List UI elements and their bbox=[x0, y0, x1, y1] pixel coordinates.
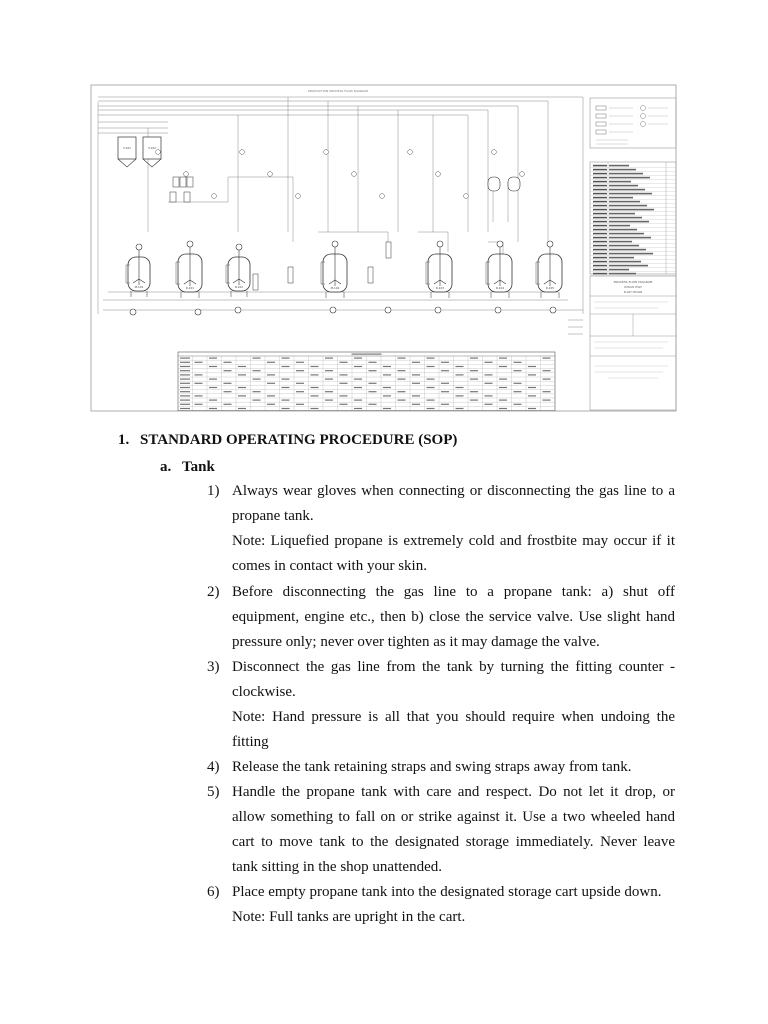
sop-item-note: Note: Full tanks are upright in the cart. bbox=[232, 909, 466, 925]
sop-item bbox=[207, 580, 675, 655]
svg-text:M-101: M-101 bbox=[134, 285, 144, 289]
diagram-header: PRODUCTION PROCESS FLOW DIAGRAM bbox=[308, 89, 368, 93]
sop-item-line: clockwise. bbox=[232, 684, 296, 700]
sop-item-note: Note: Liquefied propane is extremely cold and frostbite may occur if it bbox=[232, 533, 675, 549]
section-number: 1. bbox=[118, 432, 130, 448]
svg-text:R-103: R-103 bbox=[435, 286, 445, 290]
sop-item-number: 1) bbox=[207, 483, 220, 499]
title-block-line: PLANT DESIGN bbox=[623, 291, 643, 294]
sop-item-line: allow something to fall on or strike against it. Use a two wheeled hand bbox=[232, 809, 675, 825]
title-block-line: PROCESS FLOW DIAGRAM bbox=[613, 280, 653, 284]
sop-item-line: equipment, engine etc., then b) close the service valve. Use slight hand bbox=[232, 609, 675, 625]
svg-text:M-102: M-102 bbox=[330, 286, 340, 290]
sop-item-line: Handle the propane tank with care and respect. Do not let it drop, or bbox=[232, 784, 675, 800]
sop-item bbox=[207, 479, 675, 579]
sop-item-line: Release the tank retaining straps and swing straps away from tank. bbox=[232, 759, 632, 775]
sop-item-line: Always wear gloves when connecting or disconnecting the gas line to a bbox=[232, 483, 675, 499]
sop-item bbox=[207, 655, 675, 755]
title-block-line: DESIGN TEAM bbox=[624, 286, 642, 289]
sop-item-number: 4) bbox=[207, 759, 220, 775]
svg-text:T-101: T-101 bbox=[123, 146, 131, 150]
section-title: STANDARD OPERATING PROCEDURE (SOP) bbox=[140, 432, 458, 448]
svg-text:R-101: R-101 bbox=[185, 286, 195, 290]
sop-item bbox=[207, 755, 675, 780]
sop-item bbox=[207, 880, 675, 930]
sop-item-line: Place empty propane tank into the designated storage cart upside down. bbox=[232, 884, 662, 900]
sop-item-number: 3) bbox=[207, 659, 220, 675]
svg-text:R-105: R-105 bbox=[545, 286, 555, 290]
process-flow-diagram-svg bbox=[88, 82, 680, 414]
sop-item-line: Before disconnecting the gas line to a propane tank: a) shut off bbox=[232, 584, 675, 600]
sop-item-note: Note: Hand pressure is all that you should require when undoing the bbox=[232, 709, 675, 725]
subsection-title: Tank bbox=[182, 459, 215, 475]
sop-item-line: tank sitting in the shop unattended. bbox=[232, 859, 442, 875]
sop-item bbox=[207, 780, 675, 880]
subsection-number: a. bbox=[160, 459, 172, 475]
process-flow-diagram bbox=[88, 82, 680, 414]
sop-item-number: 2) bbox=[207, 584, 220, 600]
svg-text:T-102: T-102 bbox=[148, 146, 156, 150]
section-heading bbox=[118, 428, 457, 453]
sop-item-line: pressure only; never over tighten as it may damage the valve. bbox=[232, 634, 600, 650]
sop-item-note: comes in contact with your skin. bbox=[232, 558, 427, 574]
sop-item-number: 5) bbox=[207, 784, 220, 800]
svg-text:R-102: R-102 bbox=[234, 285, 244, 289]
svg-text:R-104: R-104 bbox=[495, 286, 505, 290]
sop-item-line: propane tank. bbox=[232, 508, 314, 524]
sop-item-note: fitting bbox=[232, 734, 269, 750]
stream-table bbox=[178, 352, 555, 411]
sop-item-number: 6) bbox=[207, 884, 220, 900]
sop-item-line: cart to move tank to the designated storage immediately. Never leave bbox=[232, 834, 675, 850]
sop-item-line: Disconnect the gas line from the tank by turning the fitting counter - bbox=[232, 659, 675, 675]
subsection-heading bbox=[160, 455, 215, 480]
